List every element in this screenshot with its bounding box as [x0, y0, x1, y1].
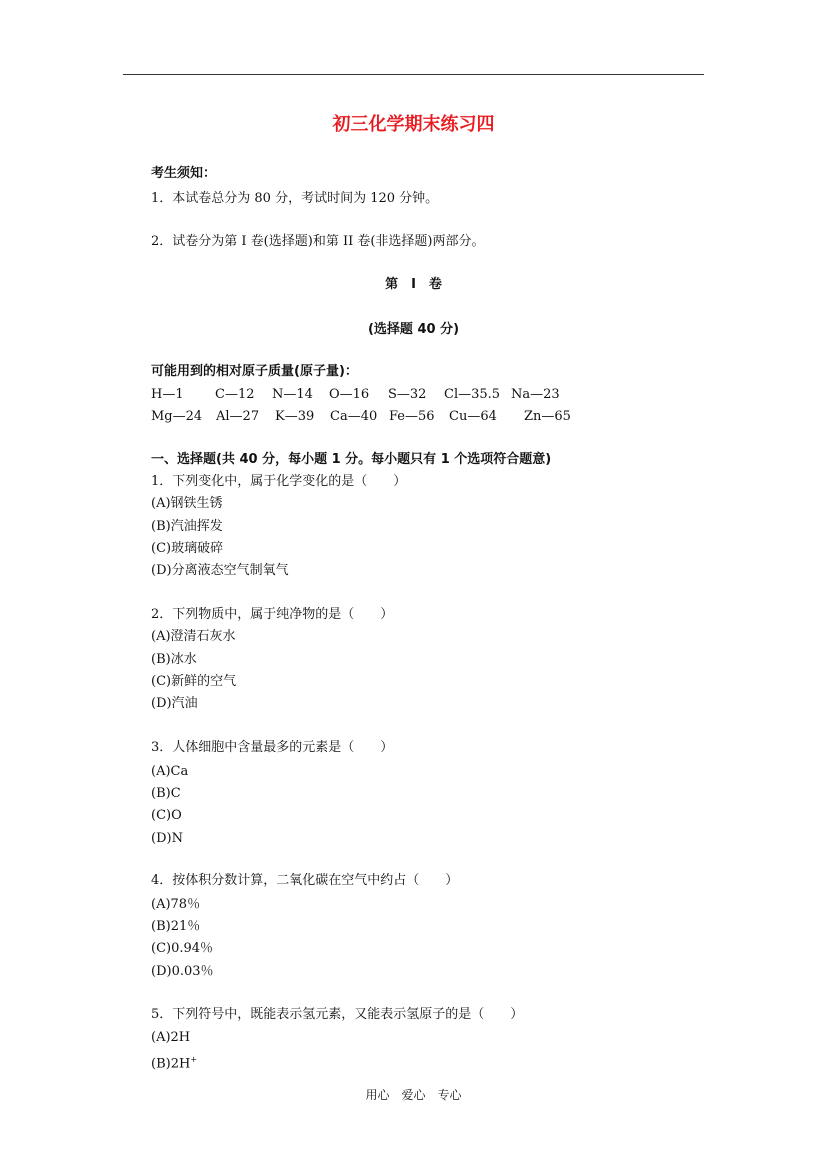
atomic-mass-cl: Cl—35.5: [444, 387, 501, 402]
question-3-option-b: (B)C: [151, 786, 181, 801]
question-3-option-c: (C)O: [151, 808, 182, 823]
atomic-mass-row-1: [151, 386, 560, 404]
charge-superscript: +: [190, 1055, 198, 1064]
atomic-mass-s: S—32: [388, 387, 427, 402]
question-4-option-a: (A)78％: [151, 897, 201, 912]
question-5-option-b: [151, 1051, 197, 1073]
notice-item-1: 1．本试卷总分为 80 分，考试时间为 120 分钟。: [151, 191, 439, 206]
atomic-mass-na: Na—23: [511, 387, 560, 402]
volume-subtitle: (选择题 40 分): [367, 322, 460, 337]
question-1-stem: 1．下列变化中，属于化学变化的是（ ）: [151, 474, 407, 489]
question-4-stem: 4．按体积分数计算，二氧化碳在空气中约占（ ）: [151, 873, 459, 888]
question-3-option-a: (A)Ca: [151, 764, 189, 779]
question-4-option-b: (B)21％: [151, 919, 201, 934]
atomic-mass-o: O—16: [329, 387, 370, 402]
question-5-stem: 5．下列符号中，既能表示氢元素，又能表示氢原子的是（ ）: [151, 1007, 524, 1022]
question-2-option-b: (B)冰水: [151, 652, 197, 667]
document-title: 初三化学期末练习四: [332, 114, 495, 135]
page-footer: 用心 爱心 专心: [365, 1088, 462, 1102]
question-2-option-c: (C)新鲜的空气: [151, 674, 237, 689]
atomic-mass-cu: Cu—64: [449, 409, 497, 424]
question-1-option-c: (C)玻璃破碎: [151, 541, 224, 556]
atomic-mass-heading: 可能用到的相对原子质量(原子量)：: [151, 364, 358, 379]
question-1-option-b: (B)汽油挥发: [151, 519, 223, 534]
atomic-mass-row-2: [151, 408, 571, 426]
header-rule: [123, 74, 704, 75]
question-3-option-d: (D)N: [151, 831, 183, 846]
question-4-option-c: (C)0.94％: [151, 941, 214, 956]
atomic-mass-h: H—1: [151, 387, 184, 402]
atomic-mass-fe: Fe—56: [389, 409, 435, 424]
atomic-mass-ca: Ca—40: [330, 409, 378, 424]
notice-item-2: 2．试卷分为第 I 卷(选择题)和第 II 卷(非选择题)两部分。: [151, 234, 485, 249]
question-4-option-d: (D)0.03％: [151, 964, 214, 979]
atomic-mass-n: N—14: [272, 387, 313, 402]
volume-title: 第 I 卷: [385, 277, 442, 292]
atomic-mass-c: C—12: [215, 387, 255, 402]
atomic-mass-k: K—39: [275, 409, 315, 424]
section-heading: 一、选择题(共 40 分，每小题 1 分。每小题只有 1 个选项符合题意): [151, 452, 552, 467]
question-1-option-d: (D)分离液态空气制氧气: [151, 563, 289, 578]
atomic-mass-zn: Zn—65: [524, 409, 571, 424]
question-2-option-a: (A)澄清石灰水: [151, 629, 236, 644]
notice-heading: 考生须知：: [151, 166, 217, 181]
question-1-option-a: (A)钢铁生锈: [151, 496, 223, 511]
question-2-stem: 2．下列物质中，属于纯净物的是（ ）: [151, 607, 394, 622]
question-5-option-a: (A)2H: [151, 1030, 191, 1045]
atomic-mass-mg: Mg—24: [151, 409, 203, 424]
question-2-option-d: (D)汽油: [151, 696, 198, 711]
question-3-stem: 3．人体细胞中含量最多的元素是（ ）: [151, 740, 394, 755]
question-5-option-b-text: (B)2H: [151, 1056, 191, 1072]
atomic-mass-al: Al—27: [216, 409, 260, 424]
